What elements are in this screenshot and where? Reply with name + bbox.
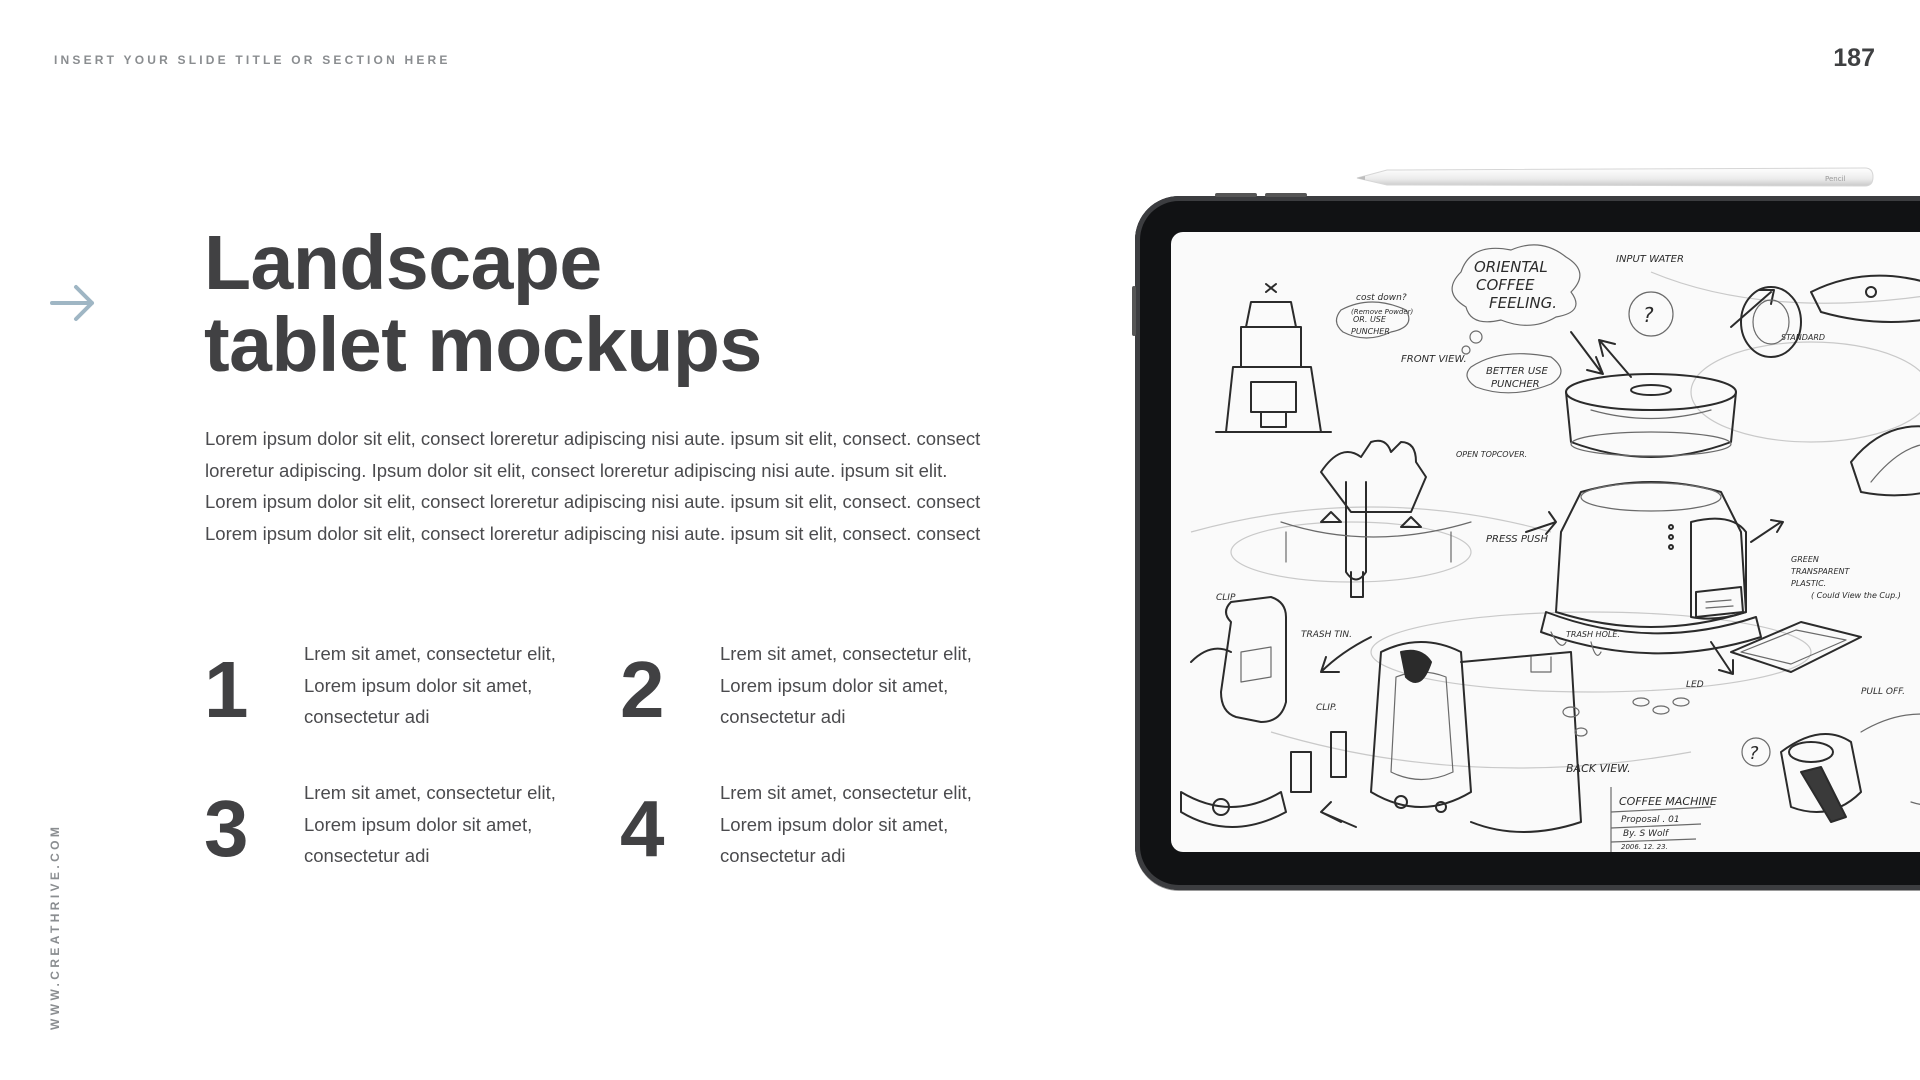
feature-text: Lrem sit amet, consectetur elit, Lorem ipsum dolor sit amet, consectetur adi bbox=[304, 782, 556, 867]
section-title: INSERT YOUR SLIDE TITLE OR SECTION HERE bbox=[54, 53, 451, 67]
sketch-label-coffee-machine: COFFEE MACHINE bbox=[1619, 795, 1717, 808]
tablet-mockup bbox=[1135, 196, 1920, 890]
sketch-label-back-view: BACK VIEW. bbox=[1566, 762, 1631, 775]
sketch-label-open-topcover: OPEN TOPCOVER. bbox=[1456, 450, 1528, 459]
sketch-label-clip-2: CLIP. bbox=[1316, 703, 1338, 713]
feature-text: Lrem sit amet, consectetur elit, Lorem ipsum dolor sit amet, consectetur adi bbox=[304, 643, 556, 728]
body-paragraph: Lorem ipsum dolor sit elit, consect loreretur adipiscing nisi aute. ipsum sit elit, consect. consect loreretur adipiscing. Ipsum dolor sit elit, consect loreretur adipiscing nisi aute. ipsum sit elit. Lorem ipsum dolor sit elit, consect loreretur adipiscing nisi aute. ipsum sit elit, consect. consect Lorem ipsum dolor sit elit, consect loreretur adipiscing nisi aute. ipsum sit elit, consect. consect bbox=[205, 428, 981, 544]
sketch-label-trash-tin: TRASH TIN. bbox=[1301, 630, 1352, 640]
sketch-label-date: 2006. 12. 23. bbox=[1621, 843, 1668, 851]
sketch-label-coffee: COFFEE bbox=[1476, 276, 1535, 294]
sketch-label-by: By. S Wolf bbox=[1623, 829, 1669, 839]
feature-text: Lrem sit amet, consectetur elit, Lorem ipsum dolor sit amet, consectetur adi bbox=[720, 643, 972, 728]
sketch-label-front-view: FRONT VIEW. bbox=[1401, 354, 1467, 365]
tablet-volume-button bbox=[1215, 193, 1257, 197]
sketch-label-or-use: OR. USE bbox=[1353, 315, 1386, 324]
website-url: WWW.CREATHRIVE.COM bbox=[48, 823, 62, 1030]
sketch-label-standard: STANDARD bbox=[1781, 333, 1826, 342]
sketch-label-cost-down: cost down? bbox=[1356, 293, 1407, 303]
sketch-label-input-water: INPUT WATER bbox=[1616, 254, 1684, 265]
svg-text:?: ? bbox=[1643, 303, 1654, 327]
tablet-side-button bbox=[1132, 286, 1136, 336]
svg-text:?: ? bbox=[1749, 743, 1759, 764]
sketch-label-pull-off: PULL OFF. bbox=[1861, 687, 1906, 697]
slide-title bbox=[204, 222, 762, 386]
feature-item-1 bbox=[204, 638, 604, 748]
arrow-right-icon bbox=[48, 278, 98, 328]
sketch-label-feeling: FEELING. bbox=[1489, 294, 1557, 312]
stylus-pencil-image bbox=[1355, 162, 1875, 192]
sketch-label-remove-powder: (Remove Powder) bbox=[1351, 308, 1414, 316]
page-number: 187 bbox=[1833, 44, 1875, 72]
sketch-label-clip: CLIP bbox=[1216, 593, 1236, 603]
feature-item-2 bbox=[620, 638, 1020, 748]
feature-number: 3 bbox=[204, 784, 249, 873]
feature-item-3 bbox=[204, 777, 604, 887]
pencil-label: Pencil bbox=[1825, 175, 1846, 183]
sketch-label-proposal: Proposal . 01 bbox=[1621, 815, 1680, 825]
title-line-2: tablet mockups bbox=[204, 302, 762, 388]
sketch-label-green: GREEN bbox=[1791, 555, 1819, 564]
sketch-label-could-view: ( Could View the Cup.) bbox=[1811, 591, 1901, 600]
sketch-label-press-push: PRESS PUSH bbox=[1486, 534, 1549, 545]
feature-number: 4 bbox=[620, 784, 665, 873]
sketch-label-oriental: ORIENTAL bbox=[1474, 258, 1548, 276]
sketch-label-puncher-2: PUNCHER bbox=[1491, 379, 1540, 390]
tablet-volume-button bbox=[1265, 193, 1307, 197]
feature-text: Lrem sit amet, consectetur elit, Lorem ipsum dolor sit amet, consectetur adi bbox=[720, 782, 972, 867]
sketch-label-led: LED bbox=[1686, 680, 1704, 690]
feature-number: 2 bbox=[620, 645, 665, 734]
feature-item-4 bbox=[620, 777, 1020, 887]
sketch-label-better-use: BETTER USE bbox=[1486, 366, 1548, 377]
sketch-label-trash-hole: TRASH HOLE. bbox=[1566, 630, 1620, 639]
sketch-label-transparent: TRANSPARENT bbox=[1791, 567, 1850, 576]
sketch-label-plastic: PLASTIC. bbox=[1791, 579, 1827, 588]
feature-number: 1 bbox=[204, 645, 249, 734]
title-line-1: Landscape bbox=[204, 220, 602, 306]
sketch-label-puncher: PUNCHER bbox=[1351, 327, 1390, 336]
tablet-screen-sketch bbox=[1171, 232, 1920, 852]
